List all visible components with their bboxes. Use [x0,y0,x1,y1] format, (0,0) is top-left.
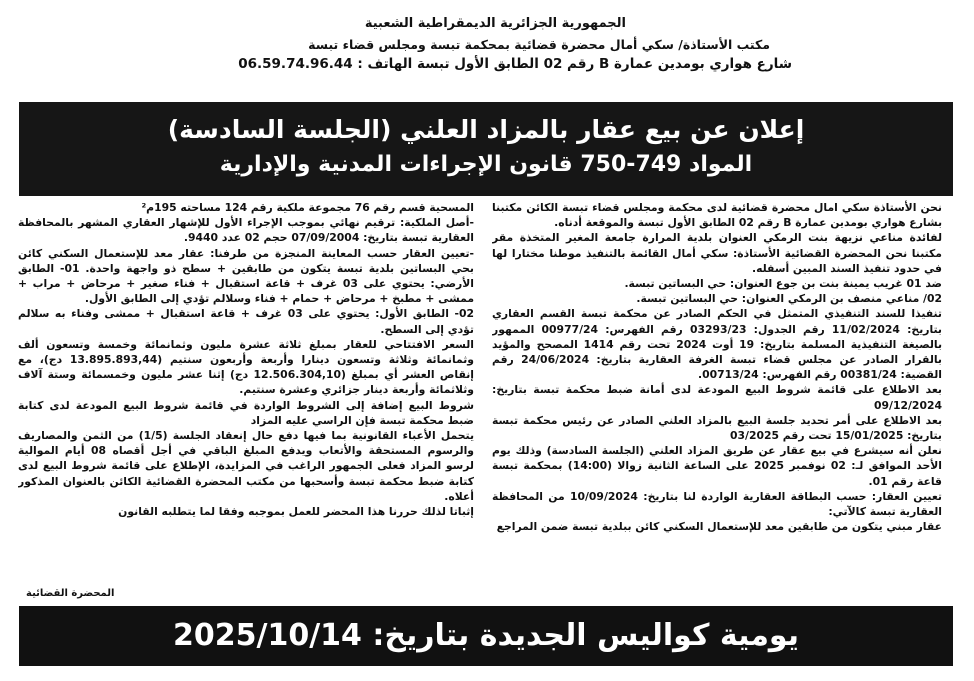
paragraph: السعر الافتتاحي للعقار بمبلغ ثلاثة عشرة مليون وثمانمائة وخمسة وتسعون ألف وثمانمائة وثلاثة وتسعون دينارا وأربعة وأربعون سنتيم (13.895.893,44 دج)، مع إنقاص العشر أي بمبلغ (12.506.304,10 دج) إثنا عشر مليون وخمسمائة وستة آلاف وثلاثمائة وأربعة دينار جزائري وعشرة سنتيم. [18,337,474,397]
paragraph: نحن الأستاذة سكي امال محضرة قضائية لدى محكمة ومجلس قضاء تبسة الكائن مكتبنا بشارع هواري بومدين عمارة B رقم 02 الطابق الأول تبسة والموقعة أدناه. [492,201,942,230]
legal-articles-subtitle: المواد 749-750 قانون الإجراءات المدنية والإدارية [219,152,753,177]
paragraph: نعلن أنه سيشرع في بيع عقار عن طريق المزاد العلني (الجلسة السادسة) وذلك يوم الأحد الموافق لـ: 02 نوفمبر 2025 على الساعة الثانية زوالا (14:00) بمحكمة تبسة قاعة رقم 01. [492,444,942,488]
left-text-column [18,200,474,605]
paragraph: يتحمل الأعباء القانونية بما فيها دفع حال إنعقاد الجلسة (1/5) من الثمن والمصاريف والرسوم المستحقة والأتعاب ويدفع المبلغ الباقي في أجل أقصاه 08 أيام الموالية لرسو المزاد فعلى الجمهور الراغب في المزايدة، الإطلاع على قائمة شروط البيع لدى كتابة ضبط محكمة تبسة وأسحبها من مكتب المحضرة القضائية الكائن بالعنوان المذكور أعلاه. [18,429,474,503]
announcement-title: إعلان عن بيع عقار بالمزاد العلني (الجلسة السادسة) [167,115,805,144]
right-text-column [492,200,942,605]
republic-name: الجمهورية الجزائرية الديمقراطية الشعبية [364,16,626,31]
paragraph: 02/ مناعي منصف بن الرمكي العنوان: حي البساتين تبسة. [636,292,942,306]
title-banner [19,102,953,196]
paragraph: إثباتا لذلك حررنا هذا المحضر للعمل بموجبه وفقا لما يتطلبه القانون [118,505,474,519]
paragraph: -أصل الملكية: ترقيم نهائي بموجب الإجراء الأول للإشهار العقاري المشهر بالمحافظة العقارية تبسة بتاريخ: 07/09/2004 حجم 02 عدد 9440. [18,216,474,245]
paragraph: تنفيذا للسند التنفيذي المتمثل في الحكم الصادر عن محكمة تبسة القسم العقاري بتاريخ: 11/02/2024 رقم الجدول: 03293/23 رقم الفهرس: 00977/24 الممهور بالصيغة التنفيذية المسلمة بتاريخ: 19 أوت 2024 تحت رقم 1414 المصحح والمؤيد بالقرار الصادر عن مجلس قضاء تبسة الغرفة العقارية بتاريخ: 24/06/2024 رقم القضية: 00381/24 رقم الفهرس: 00713/24. [492,307,942,382]
office-header [20,14,956,94]
paragraph: بعد الاطلاع على قائمة شروط البيع المودعة لدى أمانة ضبط محكمة تبسة بتاريخ: 09/12/2024 [492,383,942,412]
paragraph: -تعيين العقار حسب المعاينة المنجزة من طرفنا: عقار معد للإستعمال السكني كائن بحي البساتين بلدية تبسة يتكون من طابقين + سطح ذو واجهة واحدة. 01- الطابق الأرضي: يحتوي على 03 غرف + قاعة استقبال + فناء صغير + مرحاض + مراب + ممشى + مطبخ + مرحاض + حمام + فناء وسلالم تؤدي إلى الطابق الأول. [18,246,474,306]
office-name: مكتب الأستاذة/ سكي أمال محضرة قضائية بمحكمة تبسة ومجلس قضاء تبسة [308,37,770,52]
paragraph: عقار مبني يتكون من طابقين معد للإستعمال السكني كائن ببلدية تبسة ضمن المراجع [496,520,942,534]
newspaper-date: يومية كواليس الجديدة بتاريخ: 2025/10/14 [173,618,799,653]
footer-banner [19,606,953,666]
paragraph: تعيين العقار: حسب البطاقة العقارية الواردة لنا بتاريخ: 10/09/2024 من المحافظة العقارية تبسة كالآتي: [492,489,942,519]
signature-label: المحضرة القضائية [26,588,115,599]
paragraph: المسحية قسم رقم 76 مجموعة ملكية رقم 124 مساحته 195م² [141,201,474,214]
paragraph: 02- الطابق الأول: يحتوي على 03 غرف + قاعة استقبال + ممشى وفناء به سلالم تؤدي إلى السطح. [18,307,474,336]
paragraph: ضد 01 غريب يمينة بنت بن جوع العنوان: حي البساتين تبسة. [624,277,942,291]
paragraph: شروط البيع إضافة إلى الشروط الواردة في قائمة شروط البيع المودعة لدى كتابة ضبط محكمة تبسة فإن الراسي عليه المزاد [18,398,474,427]
office-address-phone: شارع هواري بومدين عمارة B رقم 02 الطابق الأول تبسة الهاتف : 06.59.74.96.44 [238,56,792,72]
paragraph: بعد الاطلاع على أمر تحديد جلسة البيع بالمزاد العلني الصادر عن رئيس محكمة تبسة بتاريخ: 15/01/2025 تحت رقم 03/2025 [492,413,942,443]
paragraph: لفائدة مناعي نزيهة بنت الرمكي العنوان بلدية المرارة جامعة المغير المتخذة مقر مكتبنا نحن المحضرة القضائية الأستاذة: سكي أمال القائمة بالتنفيذ موطنا مختارا لها في حدود تنفيذ السند المبين أسفله. [492,231,942,275]
